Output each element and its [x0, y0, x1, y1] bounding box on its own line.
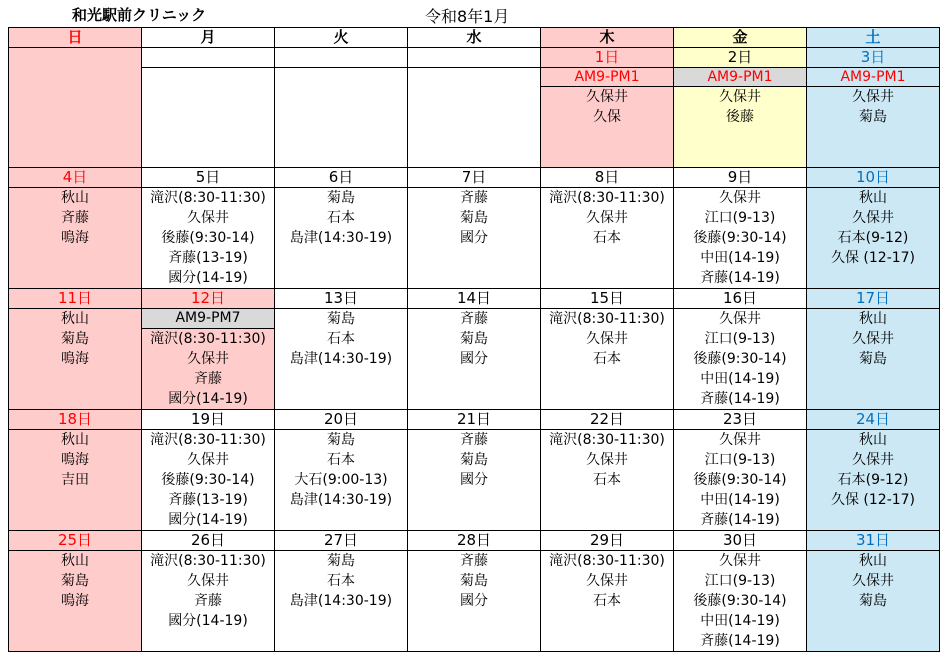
- empty-cell: [408, 68, 541, 168]
- staff-name: 滝沢(8:30-11:30): [549, 553, 665, 569]
- staff-list: [9, 188, 142, 289]
- day-number: 19日: [142, 410, 275, 430]
- staff-name: 中田(14-19): [700, 371, 780, 387]
- staff-list: [142, 551, 275, 652]
- day-number: 4日: [9, 168, 142, 188]
- weekday-header-row: [9, 28, 940, 48]
- staff-name: 菊島: [327, 553, 355, 569]
- staff-name: 石本: [327, 210, 355, 226]
- staff-name: 鳴海: [61, 351, 89, 367]
- clinic-name: 和光駅前クリニック: [72, 6, 207, 24]
- staff-name: 滝沢(8:30-11:30): [549, 311, 665, 327]
- staff-name: 久保井: [586, 210, 628, 226]
- staff-list: [142, 309, 275, 410]
- day-number: 30日: [674, 531, 807, 551]
- empty-cell: [142, 68, 275, 168]
- staff-name: 滝沢(8:30-11:30): [549, 190, 665, 206]
- day-number: 14日: [408, 289, 541, 309]
- day-number: 2日: [674, 48, 807, 68]
- hours-label: AM9-PM1: [674, 68, 807, 87]
- staff-name: 石本: [593, 351, 621, 367]
- staff-name: 久保井: [586, 331, 628, 347]
- week-row-2-staff: [9, 188, 940, 289]
- week-row-2: [9, 168, 940, 188]
- staff-list: [674, 551, 807, 652]
- staff-name: 後藤: [726, 109, 754, 125]
- staff-name: 斉藤(14-19): [700, 391, 780, 407]
- staff-name: 菊島: [859, 593, 887, 609]
- title-bar: [0, 0, 948, 27]
- staff-list: [541, 309, 674, 410]
- staff-list: [275, 430, 408, 531]
- staff-list: [807, 309, 940, 410]
- day-number: 31日: [807, 531, 940, 551]
- weekday-saturday: 土: [807, 28, 940, 48]
- day-number: 27日: [275, 531, 408, 551]
- staff-name: 島津(14:30-19): [289, 492, 393, 508]
- day-number: 12日: [142, 289, 275, 309]
- staff-name: 後藤(9:30-14): [693, 472, 787, 488]
- staff-list: [807, 430, 940, 531]
- staff-name: 秋山: [61, 311, 89, 327]
- day-number: 9日: [674, 168, 807, 188]
- staff-name: 後藤(9:30-14): [161, 472, 255, 488]
- staff-name: 江口(9-13): [704, 210, 776, 226]
- staff-name: 秋山: [61, 190, 89, 206]
- staff-name: 菊島: [859, 109, 887, 125]
- staff-list: [541, 551, 674, 652]
- week-row-1: [9, 48, 940, 68]
- staff-name: 久保井: [852, 573, 894, 589]
- staff-name: 斉藤: [460, 190, 488, 206]
- staff-name: 久保井: [719, 553, 761, 569]
- hours-label: AM9-PM7: [142, 309, 274, 329]
- staff-name: 大石(9:00-13): [294, 472, 388, 488]
- staff-name: 秋山: [61, 553, 89, 569]
- staff-name: 國分(14-19): [168, 270, 248, 286]
- staff-list: [541, 188, 674, 289]
- day-number: 20日: [275, 410, 408, 430]
- staff-name: 久保井: [187, 351, 229, 367]
- staff-name: 久保井: [586, 89, 628, 105]
- staff-name: 菊島: [61, 573, 89, 589]
- staff-name: 石本: [593, 472, 621, 488]
- day-number: 29日: [541, 531, 674, 551]
- staff-name: 後藤(9:30-14): [161, 230, 255, 246]
- staff-name: 菊島: [327, 190, 355, 206]
- month-title: 令和8年1月: [425, 7, 510, 26]
- weeks-body: [9, 168, 940, 652]
- staff-name: 秋山: [61, 432, 89, 448]
- staff-name: 久保井: [719, 190, 761, 206]
- staff-list: [408, 188, 541, 289]
- staff-list: [541, 430, 674, 531]
- day-number: 6日: [275, 168, 408, 188]
- staff-name: 石本: [593, 230, 621, 246]
- staff-name: 斉藤(13-19): [168, 250, 248, 266]
- staff-name: 斉藤: [61, 210, 89, 226]
- empty-daynum: [275, 48, 408, 68]
- staff-name: 國分: [460, 472, 488, 488]
- staff-name: 後藤(9:30-14): [693, 351, 787, 367]
- day-number: 13日: [275, 289, 408, 309]
- staff-list: [275, 309, 408, 410]
- day-number: 1日: [541, 48, 674, 68]
- staff-name: 菊島: [61, 331, 89, 347]
- staff-name: 江口(9-13): [704, 331, 776, 347]
- staff-name: 鳴海: [61, 593, 89, 609]
- staff-name: 石本(9-12): [837, 472, 909, 488]
- week-row-4-staff: [9, 430, 940, 531]
- empty-cell: [275, 68, 408, 168]
- staff-name: 久保井: [586, 573, 628, 589]
- staff-name: 菊島: [460, 331, 488, 347]
- staff-name: 久保: [593, 109, 621, 125]
- day-number: 10日: [807, 168, 940, 188]
- staff-name: 久保井: [852, 89, 894, 105]
- staff-list: [408, 309, 541, 410]
- weekday-thursday: 木: [541, 28, 674, 48]
- week-row-3-staff: [9, 309, 940, 410]
- empty-daynum: [408, 48, 541, 68]
- week-row-3: [9, 289, 940, 309]
- weekday-friday: 金: [674, 28, 807, 48]
- staff-name: 後藤(9:30-14): [693, 230, 787, 246]
- staff-list: [408, 430, 541, 531]
- staff-name: 吉田: [61, 472, 89, 488]
- staff-list: [142, 430, 275, 531]
- staff-name: 斉藤: [194, 593, 222, 609]
- staff-name: 久保井: [586, 452, 628, 468]
- hours-label: AM9-PM1: [807, 68, 940, 87]
- staff-name: 江口(9-13): [704, 452, 776, 468]
- week-row-5: [9, 531, 940, 551]
- staff-name: 秋山: [859, 190, 887, 206]
- staff-name: 久保井: [187, 452, 229, 468]
- staff-list: [807, 551, 940, 652]
- day-number: 15日: [541, 289, 674, 309]
- staff-name: 久保 (12-17): [830, 250, 916, 266]
- staff-name: 久保井: [719, 311, 761, 327]
- staff-name: 菊島: [327, 432, 355, 448]
- staff-name: 斉藤: [460, 553, 488, 569]
- staff-name: 鳴海: [61, 230, 89, 246]
- staff-name: 菊島: [460, 452, 488, 468]
- day-number: 28日: [408, 531, 541, 551]
- staff-name: 秋山: [859, 553, 887, 569]
- weekday-monday: 月: [142, 28, 275, 48]
- staff-name: 滝沢(8:30-11:30): [549, 432, 665, 448]
- staff-list: [9, 430, 142, 531]
- empty-cell: [9, 48, 142, 168]
- staff-name: 滝沢(8:30-11:30): [150, 331, 266, 347]
- staff-name: 斉藤(14-19): [700, 633, 780, 649]
- day-number: 5日: [142, 168, 275, 188]
- weekday-sunday: 日: [9, 28, 142, 48]
- staff-name: 國分(14-19): [168, 391, 248, 407]
- day-number: 24日: [807, 410, 940, 430]
- staff-name: 斉藤: [460, 432, 488, 448]
- staff-name: 國分(14-19): [168, 613, 248, 629]
- staff-name: 國分: [460, 351, 488, 367]
- staff-name: 中田(14-19): [700, 250, 780, 266]
- day-number: 3日: [807, 48, 940, 68]
- staff-name: 久保井: [852, 210, 894, 226]
- staff-name: 斉藤(13-19): [168, 492, 248, 508]
- weekday-wednesday: 水: [408, 28, 541, 48]
- staff-name: 江口(9-13): [704, 573, 776, 589]
- staff-name: 石本: [327, 573, 355, 589]
- staff-name: 石本(9-12): [837, 230, 909, 246]
- staff-name: 菊島: [460, 573, 488, 589]
- staff-name: 國分: [460, 230, 488, 246]
- staff-name: 斉藤(14-19): [700, 270, 780, 286]
- staff-list: [408, 551, 541, 652]
- staff-list: [674, 309, 807, 410]
- staff-name: 滝沢(8:30-11:30): [150, 190, 266, 206]
- staff-list: [9, 551, 142, 652]
- day-number: 21日: [408, 410, 541, 430]
- staff-list: [9, 309, 142, 410]
- week-row-1-hours: [9, 68, 940, 87]
- staff-name: 秋山: [859, 311, 887, 327]
- staff-name: 斉藤: [194, 371, 222, 387]
- day-number: 7日: [408, 168, 541, 188]
- staff-list: [807, 188, 940, 289]
- day-number: 16日: [674, 289, 807, 309]
- day-number: 17日: [807, 289, 940, 309]
- staff-list: [142, 188, 275, 289]
- staff-name: 石本: [327, 452, 355, 468]
- schedule-calendar: [8, 27, 940, 652]
- day-number: 25日: [9, 531, 142, 551]
- staff-list: [674, 87, 807, 168]
- week-row-5-staff: [9, 551, 940, 652]
- staff-name: 菊島: [327, 311, 355, 327]
- staff-list: [807, 87, 940, 168]
- staff-name: 久保井: [719, 89, 761, 105]
- staff-name: 斉藤(14-19): [700, 512, 780, 528]
- staff-name: 久保井: [852, 331, 894, 347]
- staff-name: 島津(14:30-19): [289, 593, 393, 609]
- staff-name: 久保井: [187, 573, 229, 589]
- staff-name: 菊島: [859, 351, 887, 367]
- weekday-tuesday: 火: [275, 28, 408, 48]
- day-number: 8日: [541, 168, 674, 188]
- staff-name: 久保井: [852, 452, 894, 468]
- staff-name: 中田(14-19): [700, 613, 780, 629]
- staff-name: 中田(14-19): [700, 492, 780, 508]
- staff-name: 島津(14:30-19): [289, 230, 393, 246]
- hours-label: AM9-PM1: [541, 68, 674, 87]
- staff-name: 滝沢(8:30-11:30): [150, 553, 266, 569]
- staff-name: 久保 (12-17): [830, 492, 916, 508]
- staff-name: 斉藤: [460, 311, 488, 327]
- staff-name: 國分: [460, 593, 488, 609]
- empty-daynum: [142, 48, 275, 68]
- staff-list: [275, 188, 408, 289]
- day-number: 26日: [142, 531, 275, 551]
- staff-list: [674, 430, 807, 531]
- staff-name: 久保井: [719, 432, 761, 448]
- staff-name: 鳴海: [61, 452, 89, 468]
- staff-name: 滝沢(8:30-11:30): [150, 432, 266, 448]
- staff-name: 秋山: [859, 432, 887, 448]
- day-number: 23日: [674, 410, 807, 430]
- staff-list: [674, 188, 807, 289]
- day-number: 18日: [9, 410, 142, 430]
- staff-name: 後藤(9:30-14): [693, 593, 787, 609]
- day-number: 11日: [9, 289, 142, 309]
- staff-name: 久保井: [187, 210, 229, 226]
- staff-name: 國分(14-19): [168, 512, 248, 528]
- staff-list: [541, 87, 674, 168]
- staff-list: [275, 551, 408, 652]
- staff-name: 石本: [327, 331, 355, 347]
- staff-name: 島津(14:30-19): [289, 351, 393, 367]
- day-number: 22日: [541, 410, 674, 430]
- staff-name: 菊島: [460, 210, 488, 226]
- week-row-4: [9, 410, 940, 430]
- staff-name: 石本: [593, 593, 621, 609]
